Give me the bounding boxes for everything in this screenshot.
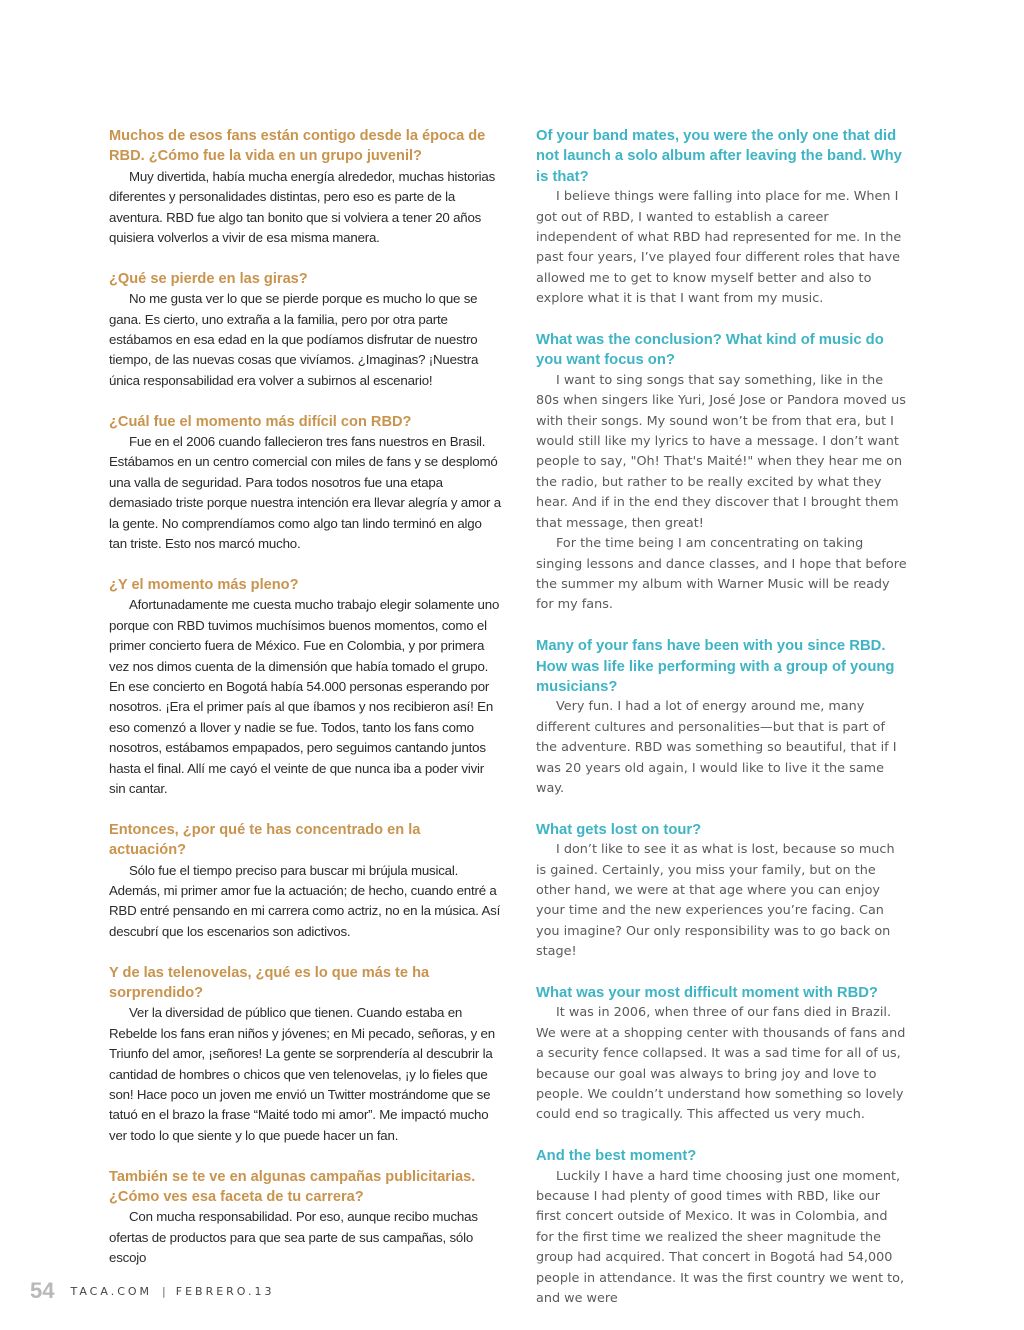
spanish-question-heading: ¿Qué se pierde en las giras? [109, 270, 308, 287]
spanish-answer-paragraph: Sólo fue el tiempo preciso para buscar mi brújula musical. Además, mi primer amor fue la actuación; de hecho, cuando entré a RBD entré pensando en mi carrera como actriz, no en la música. Así descubrí que los escenarios son adictivos. [109, 862, 501, 939]
english-qa-section [536, 126, 908, 310]
spanish-column [109, 126, 501, 1289]
english-answer-paragraph: Luckily I have a hard time choosing just one moment, because I had plenty of good times with RBD, like our first concert outside of Mexico. It was in Colombia, and for the first time we realized the sheer magnitude the group had acquired. That concert in Bogotá had 54,000 people in attendance. It was the first country we went to, and we were [536, 1168, 905, 1307]
english-answer-paragraph: It was in 2006, when three of our fans died in Brazil. We were at a shopping center with thousands of fans and a security fence collapsed. It was a sad time for all of us, because our goal was always to bring joy and love to people. We couldn’t understand how something so lovely could end so tragically. This affected us very much. [536, 1005, 906, 1123]
english-qa-section [536, 820, 908, 963]
spanish-question-heading: Y de las telenovelas, ¿qué es lo que más te ha sorprendido? [109, 964, 430, 1001]
spanish-qa-section [109, 1167, 501, 1269]
english-answer-paragraph: Very fun. I had a lot of energy around me, many different cultures and personalities—but that is part of the adventure. RBD was something so beautiful, that if I was 20 years old again, I would like to live it the same way. [536, 699, 897, 796]
english-qa-section [536, 636, 908, 799]
page-number: 54 [30, 1278, 55, 1303]
spanish-answer-paragraph: Con mucha responsabilidad. Por eso, aunque recibo muchas ofertas de productos para que sea parte de sus campañas, sólo escojo [109, 1209, 478, 1266]
english-question-heading: What gets lost on tour? [536, 821, 702, 838]
english-question-heading: Of your band mates, you were the only one that did not launch a solo album after leaving the band. Why is that? [536, 128, 902, 185]
english-answer-paragraph: I want to sing songs that say something, like in the 80s when singers like Yuri, José Jose or Pandora moved us with their songs. My sound won’t be from that era, but I would still like my lyrics to have a message. I don’t want people to say, "Oh! That's Maité!" when they hear me on the radio, but rather to be really excited by what they hear. And if in the end they discover that I brought them that message, then great! [536, 372, 906, 531]
english-question-heading: What was your most difficult moment with RBD? [536, 985, 878, 1001]
spanish-answer-paragraph: No me gusta ver lo que se pierde porque es mucho lo que se gana. Es cierto, uno extraña a la familia, pero por otra parte estábamos en esa edad en la que podíamos disfrutar de nuestro tiempo, de las nuevas cosas que vivíamos. ¿Imaginas? ¡Nuestra única responsabilidad era volver a subirnos al escenario! [109, 291, 479, 388]
spanish-qa-section [109, 575, 501, 799]
page-footer [30, 1278, 275, 1304]
spanish-question-heading: ¿Y el momento más pleno? [109, 576, 299, 593]
spanish-answer-paragraph: Fue en el 2006 cuando fallecieron tres fans nuestros en Brasil. Estábamos en un centro comercial con miles de fans y se desplomó una valla de seguridad. Para todos nosotros fue una etapa demasiado triste porque nuestra intención era llevar alegría y amor a la gente. No comprendíamos como algo tan lindo terminó en algo tan triste. Esto nos marcó mucho. [109, 434, 501, 552]
spanish-question-heading: Entonces, ¿por qué te has concentrado en la actuación? [109, 821, 421, 859]
english-answer-paragraph: I don’t like to see it as what is lost, because so much is gained. Certainly, you miss your family, but on the other hand, we were at that age where you can enjoy your time and the new experiences you’re facing. Can you imagine? Our only responsibility was to go back on stage! [536, 842, 895, 960]
english-qa-section [536, 983, 908, 1126]
english-question-heading: What was the conclusion? What kind of music do you want focus on? [536, 332, 884, 369]
english-question-heading: And the best moment? [536, 1148, 697, 1165]
english-question-heading: Many of your fans have been with you since RBD. How was life like performing with a group of young musicians? [536, 638, 895, 695]
spanish-qa-section [109, 963, 501, 1147]
english-qa-section [536, 1146, 908, 1309]
footer-separator: | [162, 1284, 166, 1298]
english-column [536, 126, 908, 1330]
spanish-question-heading: También se te ve en algunas campañas publicitarias. ¿Cómo ves esa faceta de tu carrera? [109, 1168, 476, 1206]
english-answer-paragraph: I believe things were falling into place for me. When I got out of RBD, I wanted to establish a career independent of what RBD had represented for me. In the past four years, I’ve played four different roles that have allowed me to get to know myself better and also to explore what it is that I want from my music. [536, 189, 902, 307]
english-qa-section [536, 330, 908, 616]
spanish-question-heading: ¿Cuál fue el momento más difícil con RBD? [109, 413, 412, 430]
spanish-qa-section [109, 269, 501, 391]
spanish-question-heading: Muchos de esos fans están contigo desde la época de RBD. ¿Cómo fue la vida en un grupo juvenil? [109, 128, 486, 165]
spanish-qa-section [109, 412, 501, 555]
footer-issue: FEBRERO.13 [175, 1284, 275, 1298]
footer-site: TACA.COM [70, 1284, 153, 1298]
spanish-answer-paragraph: Afortunadamente me cuesta mucho trabajo elegir solamente uno porque con RBD tuvimos muchísimos buenos momentos, como el primer concierto fuera de México. Fue en Colombia, y por primera vez nos dimos cuenta de la dimensión que había tomado el grupo. En ese concierto en Bogotá había 54.000 personas esperando por nosotros. ¡Era el primer país al que íbamos y nos recibieron así! En eso comenzó a llover y nadie se fue. Todos, tanto los fans como nosotros, estábamos empapados, pero seguimos cantando juntos hasta el final. Allí me cayó el veinte de que nunca iba a poder vivir sin cantar. [109, 597, 500, 796]
spanish-answer-paragraph: Muy divertida, había mucha energía alrededor, muchas historias diferentes y personalidades distintas, pero eso es parte de la aventura. RBD fue algo tan bonito que si volviera a tener 20 años quisiera volverlos a vivir de esa misma manera. [109, 168, 496, 246]
spanish-answer-paragraph: Ver la diversidad de público que tienen. Cuando estaba en Rebelde los fans eran niños y jóvenes; en Mi pecado, señoras, y en Triunfo del amor, ¡señores! La gente se sorprendería al descubrir la cantidad de hombres o chicos que ven telenovelas, ¡y lo fieles que son! Hace poco un joven me envió un Twitter mostrándome que se tatuó en el brazo la frase “Maité todo mi amor”. Me impactó mucho ver todo lo que siente y lo que puede hacer un fan. [109, 1005, 495, 1143]
english-answer-paragraph: For the time being I am concentrating on taking singing lessons and dance classes, and I hope that before the summer my album with Warner Music will be ready for my fans. [536, 536, 907, 613]
spanish-qa-section [109, 126, 501, 248]
spanish-qa-section [109, 820, 501, 942]
